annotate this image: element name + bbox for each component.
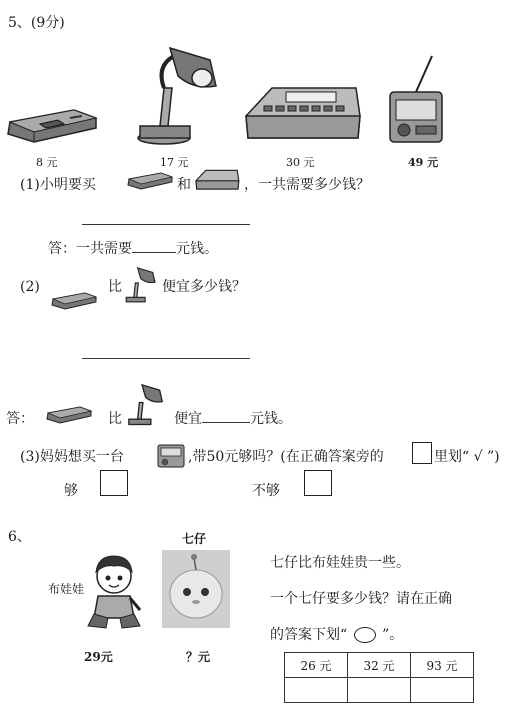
legend-box [412, 442, 432, 464]
question-5-header: 5、(9分) [8, 15, 65, 31]
q5-part1-suffix: ，一共需要多少钱？ [244, 177, 370, 193]
pencil-case-small-icon [126, 170, 174, 190]
mark-cell-26[interactable] [285, 678, 348, 703]
not-enough-label: 不够 [252, 483, 280, 499]
option-32: 32 元 [348, 653, 411, 678]
answer-2-blank[interactable] [202, 410, 250, 423]
not-enough-checkbox[interactable] [304, 470, 332, 496]
enough-checkbox[interactable] [100, 470, 128, 496]
answer-2-than: 比 [108, 411, 122, 427]
circle-icon [354, 627, 376, 643]
q5-part2-suffix: 便宜多少钱？ [162, 279, 246, 295]
answer-2-suffix: 元钱。 [250, 411, 292, 427]
answer-line-2[interactable] [82, 358, 250, 359]
radio-icon [386, 52, 446, 146]
mark-cell-32[interactable] [348, 678, 411, 703]
desk-lamp-small-icon-2 [124, 384, 168, 428]
desk-lamp-small-icon [124, 266, 158, 306]
pencil-case-small-icon-2 [50, 290, 98, 310]
toy-price: ？元 [186, 650, 211, 664]
q5-part3-prefix: (3)妈妈想买一台 [20, 449, 124, 465]
doll-icon [84, 552, 144, 632]
q5-part3-suffix: ,带50元够吗？(在正确答案旁的 [188, 449, 384, 465]
doll-price: 29元 [84, 650, 113, 664]
answer-2-cheaper: 便宜 [174, 411, 202, 427]
q5-part1-answer [48, 240, 218, 258]
q6-line3-prefix: 的答案下划“ [270, 627, 348, 643]
option-26: 26 元 [285, 653, 348, 678]
answer-options-table [284, 652, 474, 703]
toy-label: 七仔 [182, 532, 207, 546]
q6-line2: 一个七仔要多少钱？请在正确 [270, 591, 452, 607]
answer-1-prefix: 答：一共需要 [48, 241, 132, 257]
answer-2-tail [174, 410, 292, 428]
option-93: 93 元 [411, 653, 474, 678]
price-pencil-case: 8 元 [36, 156, 58, 169]
q5-part2-than: 比 [108, 279, 122, 295]
price-radio: 49 元 [408, 156, 439, 169]
enough-label: 够 [64, 483, 78, 499]
price-lamp: 17 元 [160, 156, 189, 169]
calculator-icon [242, 82, 362, 146]
pencil-case-small-icon-3 [44, 404, 94, 424]
desk-lamp-icon [134, 46, 224, 146]
q5-part1-prefix: (1)小明要买 [20, 177, 96, 193]
calculator-small-icon [193, 168, 241, 192]
answer-1-suffix: 元钱。 [176, 241, 218, 257]
q5-part2-prefix: (2) [20, 279, 40, 295]
answer-line-1[interactable] [82, 224, 250, 225]
q6-line1: 七仔比布娃娃贵一些。 [270, 555, 410, 571]
q5-part3-suffix2: 里划“ √ ”) [434, 449, 500, 465]
answer-1-blank[interactable] [132, 240, 176, 253]
question-6-header: 6、 [8, 529, 31, 545]
q6-line3 [270, 626, 403, 644]
radio-small-icon [156, 440, 186, 470]
price-calculator: 30 元 [286, 156, 315, 169]
mark-cell-93[interactable] [411, 678, 474, 703]
answer-2-prefix: 答： [6, 411, 34, 427]
q6-line3-suffix: ”。 [382, 627, 404, 643]
pencil-case-icon [4, 104, 100, 144]
doll-label: 布娃娃 [48, 582, 85, 596]
q5-part1-and: 和 [177, 177, 191, 193]
toy-creature-icon [162, 550, 230, 628]
